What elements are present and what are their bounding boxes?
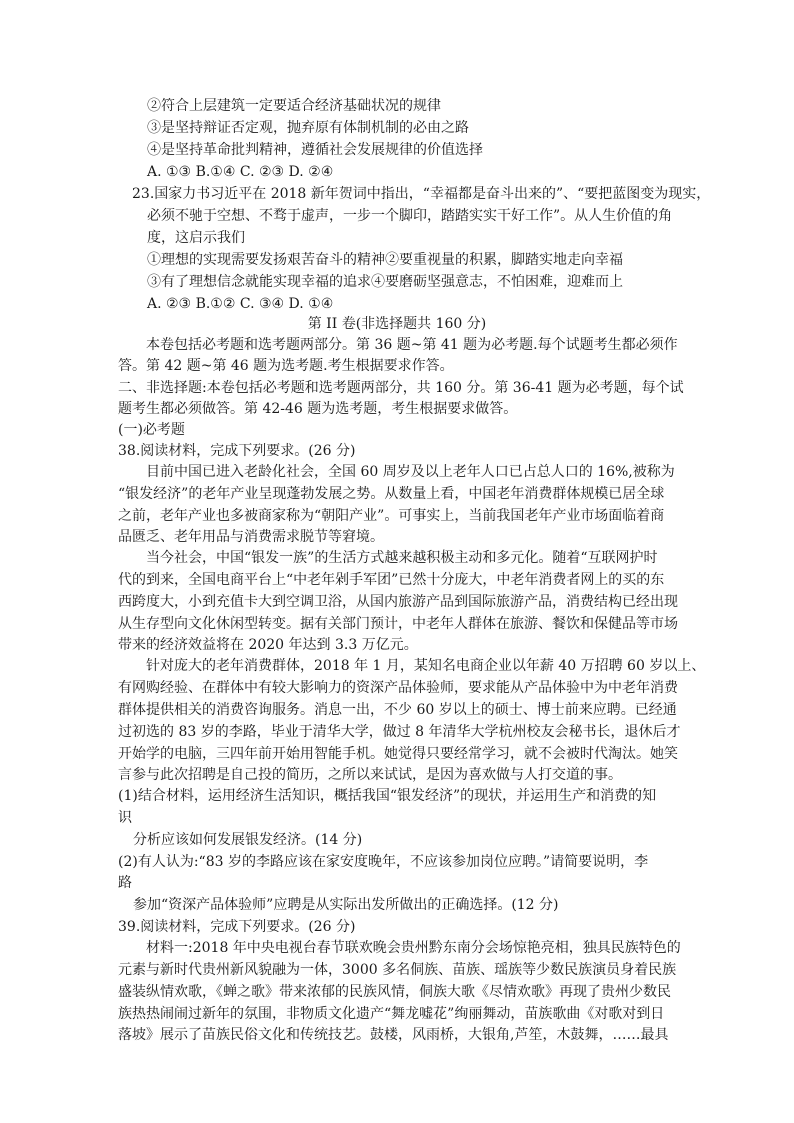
text-line: 群体提供相关的消费咨询服务。消息一出，不少 60 岁以上的硕士、博士前来应聘。已经通 [118, 702, 677, 718]
text-line: (2)有人认为:“83 岁的李路应该在家安度晚年，不应该参加岗位应聘。”请简要说明，李 [118, 854, 649, 870]
text-line: 过初选的 83 岁的李路，毕业于清华大学，做过 8 年清华大学杭州校友会秘书长，退休后才 [118, 724, 681, 740]
text-line: 开始学的电脑，三四年前开始用智能手机。她觉得只要经常学习，就不会被时代淘汰。她笑 [118, 746, 678, 762]
text-line: 二、非选择题:本卷包括必考题和选考题两部分，共 160 分。第 36-41 题为必考题，每个试 [118, 380, 684, 396]
text-line: ①理想的实现需要发扬艰苦奋斗的精神②要重视量的积累，脚踏实地走向幸福 [147, 252, 623, 268]
text-line: 有网购经验、在群体中有较大影响力的资深产品体验师，要求能从产品体验中为中老年消费 [118, 680, 678, 696]
text-line: 西跨度大，小到充值卡大到空调卫浴，从国内旅游产品到国际旅游产品，消费结构已经出现 [118, 594, 678, 610]
text-line: 之前，老年产业也多被商家称为“朝阳产业”。可事实上，当前我国老年产业市场面临着商 [118, 508, 665, 524]
text-line: 必须不驰于空想、不骛于虚声，一步一个脚印，踏踏实实干好工作”。从人生价值的角 [147, 208, 673, 224]
text-line: 族热热闹闹过新年的氛围，非物质文化遗产“舞龙嘘花”绚丽舞动，苗族歌曲《对歌对到日 [118, 1006, 665, 1022]
text-line: 38.阅读材料，完成下列要求。(26 分) [118, 443, 356, 459]
text-line: 分析应该如何发展银发经济。(14 分) [133, 832, 363, 848]
text-line: 当今社会，中国“银发一族”的生活方式越来越积极主动和多元化。随着“互联网护时 [146, 550, 658, 566]
text-line: 参加“资深产品体验师”应聘是从实际出发所做出的正确选择。(12 分) [133, 897, 559, 913]
text-line: 答。第 42 题~第 46 题为选考题.考生根据要求作答。 [118, 358, 454, 374]
text-line: A. ②③ B.①② C. ③④ D. ①④ [147, 296, 334, 312]
text-line: 落坡》展示了苗族民俗文化和传统技艺。鼓楼，风雨桥，大银角,芦笙，木鼓舞，……最具 [118, 1027, 669, 1043]
text-line: 39.阅读材料，完成下列要求。(26 分) [118, 919, 356, 935]
text-line: 材料一:2018 年中央电视台春节联欢晚会贵州黔东南分会场惊艳亮相，独具民族特色的 [146, 940, 681, 956]
text-line: (一)必考题 [118, 422, 185, 438]
text-line: 代的到来，全国电商平台上“中老年剁手军团”已然十分庞大，中老年消费者网上的买的东 [118, 572, 665, 588]
text-line: ④是坚持革命批判精神，遵循社会发展规律的价值选择 [147, 142, 483, 158]
text-line: ③是坚持辩证否定观，抛弃原有体制机制的必由之路 [147, 120, 469, 136]
text-line: (1)结合材料，运用经济生活知识，概括我国“银发经济”的现状，并运用生产和消费的知 [118, 788, 657, 804]
text-line: 从生存型向文化休闲型转变。据有关部门预计，中老年人群体在旅游、餐饮和保健品等市场 [118, 616, 678, 632]
text-line: 题考生都必须做答。第 42-46 题为选考题，考生根据要求做答。 [118, 401, 518, 417]
text-line: 第 II 卷(非选择题共 160 分) [307, 316, 487, 332]
text-line: ③有了理想信念就能实现幸福的追求④要磨砺坚强意志，不怕困难，迎难而上 [147, 274, 623, 290]
text-line: A. ①③ B.①④ C. ②③ D. ②④ [147, 164, 334, 180]
text-line: 本卷包括必考题和选考题两部分。第 36 题~第 41 题为必考题.每个试题考生都必须作 [146, 337, 678, 353]
text-line: 度，这启示我们 [147, 230, 245, 246]
text-line: 品匮乏、老年用品与消费需求脱节等窘境。 [118, 529, 384, 545]
text-line: ②符合上层建筑一定要适合经济基础状况的规律 [147, 98, 441, 114]
text-line: 目前中国已进入老龄化社会，全国 60 周岁及以上老年人口已占总人口的 16%,被称为 [146, 464, 675, 480]
text-line: “银发经济”的老年产业呈现蓬勃发展之势。从数量上看，中国老年消费群体规模已居全球 [118, 486, 665, 502]
text-line: 盛装纵情欢歌，《蝉之歌》带来浓郁的民族风情，侗族大歌《尽情欢歌》再现了贵州少数民 [118, 984, 671, 1000]
text-line: 路 [118, 875, 132, 891]
text-line: 带来的经济效益将在 2020 年达到 3.3 万亿元。 [118, 637, 418, 653]
text-line: 元素与新时代贵州新风貌融为一体，3000 多名侗族、苗族、瑶族等少数民族演员身着民族 [118, 962, 677, 978]
text-line: 23.国家力书习近平在 2018 新年贺词中指出，“幸福都是奋斗出来的”、“要把蓝图变为现实， [132, 186, 711, 202]
text-line: 针对庞大的老年消费群体，2018 年 1 月，某知名电商企业以年薪 40 万招聘 60 岁以上、 [146, 658, 706, 674]
text-line: 言参与此次招聘是自己投的简历，之所以来试试，是因为喜欢做与人打交道的事。 [118, 767, 622, 783]
text-line: 识 [118, 810, 132, 826]
